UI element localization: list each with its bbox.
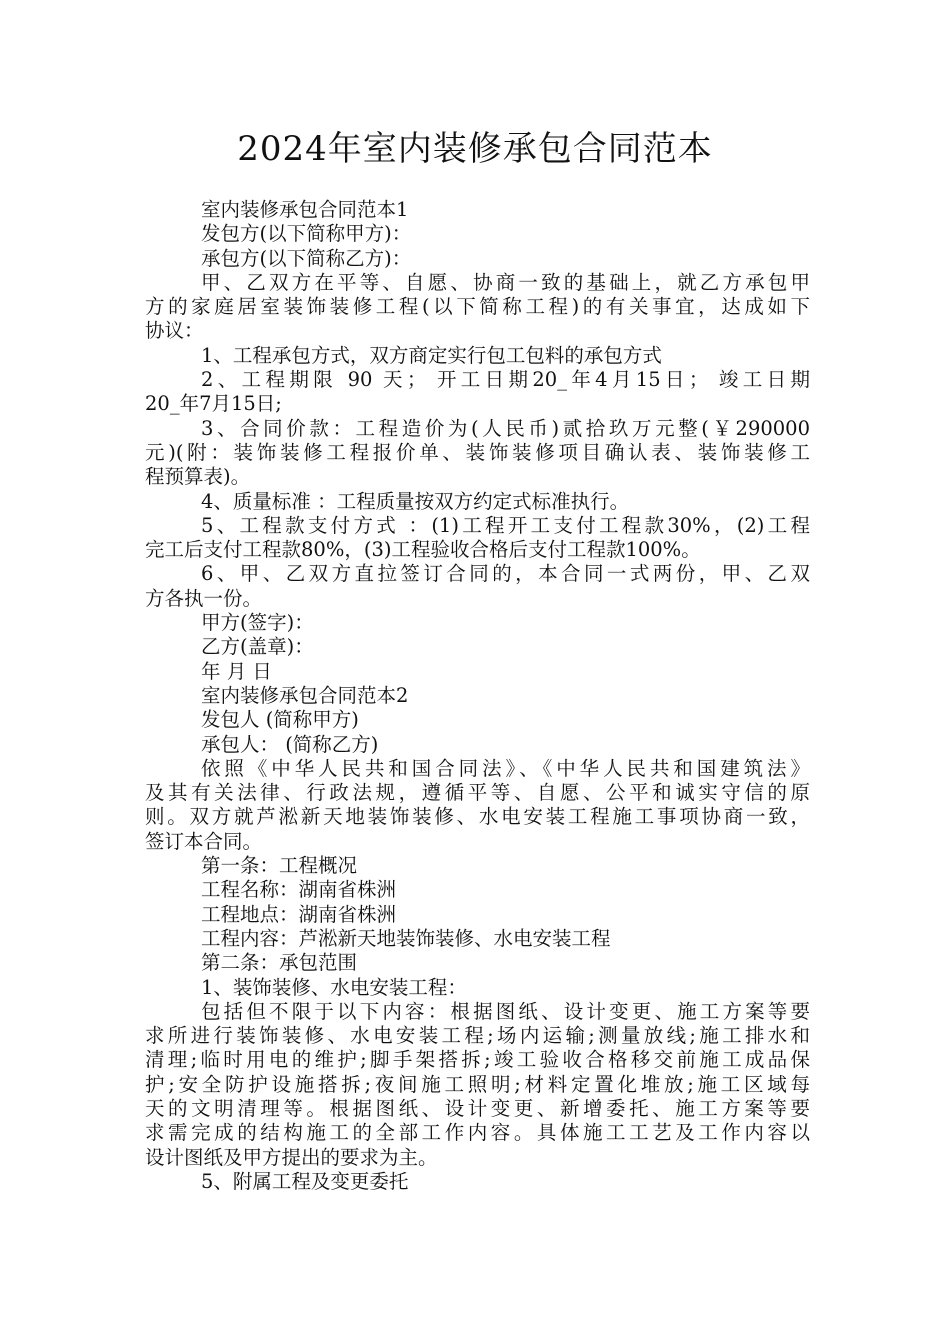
text-line: 甲、乙双方在平等、自愿、协商一致的基础上，就乙方承包甲: [201, 270, 810, 294]
text-line: 签订本合同。: [145, 829, 263, 853]
text-line: 工程内容：芦淞新天地装饰装修、水电安装工程: [201, 926, 611, 950]
text-line: 工程地点：湖南省株洲: [201, 902, 397, 926]
text-line: 2、工程期限 90 天； 开工日期20_年4月15日； 竣工日期: [201, 368, 810, 392]
text-line: 乙方(盖章)：: [201, 635, 314, 659]
text-line: 程预算表)。: [145, 465, 251, 489]
text-line: 发包方(以下简称甲方)：: [201, 222, 412, 246]
text-line: 则。双方就芦淞新天地装饰装修、水电安装工程施工事项协商一致，: [145, 805, 810, 829]
text-line: 室内装修承包合同范本1: [201, 198, 409, 221]
text-line: 元)(附：装饰装修工程报价单、装饰装修项目确认表、装饰装修工: [145, 440, 810, 464]
text-line: 20_年7月15日;: [145, 392, 282, 416]
text-line: 承包方(以下简称乙方)：: [201, 246, 412, 270]
text-line: 第二条：承包范围: [201, 951, 358, 975]
text-line: 5、工程款支付方式 ：(1)工程开工支付工程款30%，(2)工程: [201, 513, 810, 537]
text-line: 方各执一份。: [145, 586, 263, 610]
text-line: 及其有关法律、行政法规，遵循平等、自愿、公平和诚实守信的原: [145, 781, 810, 805]
document-title: 2024年室内装修承包合同范本: [237, 129, 713, 169]
text-line: 协议：: [145, 319, 204, 343]
text-line: 承包人： (简称乙方): [201, 732, 379, 756]
text-line: 护;安全防护设施搭拆;夜间施工照明;材料定置化堆放;施工区域每: [145, 1072, 810, 1096]
text-line: 天的文明清理等。根据图纸、设计变更、新增委托、施工方案等要: [145, 1096, 810, 1120]
text-line: 1、装饰装修、水电安装工程：: [201, 975, 467, 999]
text-line: 清理;临时用电的维护;脚手架搭拆;竣工验收合格移交前施工成品保: [145, 1048, 810, 1072]
text-line: 3、合同价款：工程造价为(人民币)贰拾玖万元整(￥290000: [201, 416, 810, 440]
text-line: 室内装修承包合同范本2: [201, 683, 409, 707]
text-line: 设计图纸及甲方提出的要求为主。: [145, 1145, 438, 1169]
text-line: 依照《中华人民共和国合同法》、《中华人民共和国建筑法》: [201, 756, 810, 780]
text-line: 第一条：工程概况: [201, 854, 358, 878]
text-line: 4、质量标准 ：工程质量按双方约定式标准执行。: [201, 489, 630, 513]
text-line: 工程名称：湖南省株洲: [201, 878, 397, 902]
text-line: 发包人 (简称甲方): [201, 708, 359, 732]
text-line: 完工后支付工程款80%，(3)工程验收合格后支付工程款100%。: [145, 538, 701, 562]
text-line: 求需完成的结构施工的全部工作内容。具体施工工艺及工作内容以: [145, 1121, 810, 1145]
text-line: 方的家庭居室装饰装修工程(以下简称工程)的有关事宜，达成如下: [145, 295, 810, 319]
text-line: 包括但不限于以下内容：根据图纸、设计变更、施工方案等要: [201, 999, 810, 1023]
text-line: 甲方(签字)：: [201, 611, 314, 635]
text-line: 1、工程承包方式，双方商定实行包工包料的承包方式: [201, 343, 662, 367]
text-line: 6、甲、乙双方直拉签订合同的，本合同一式两份，甲、乙双: [201, 562, 810, 586]
text-line: 5、附属工程及变更委托: [201, 1169, 409, 1193]
text-line: 求所进行装饰装修、水电安装工程;场内运输;测量放线;施工排水和: [145, 1024, 810, 1048]
document-body: [145, 198, 810, 1194]
text-line: 年 月 日: [201, 659, 272, 683]
